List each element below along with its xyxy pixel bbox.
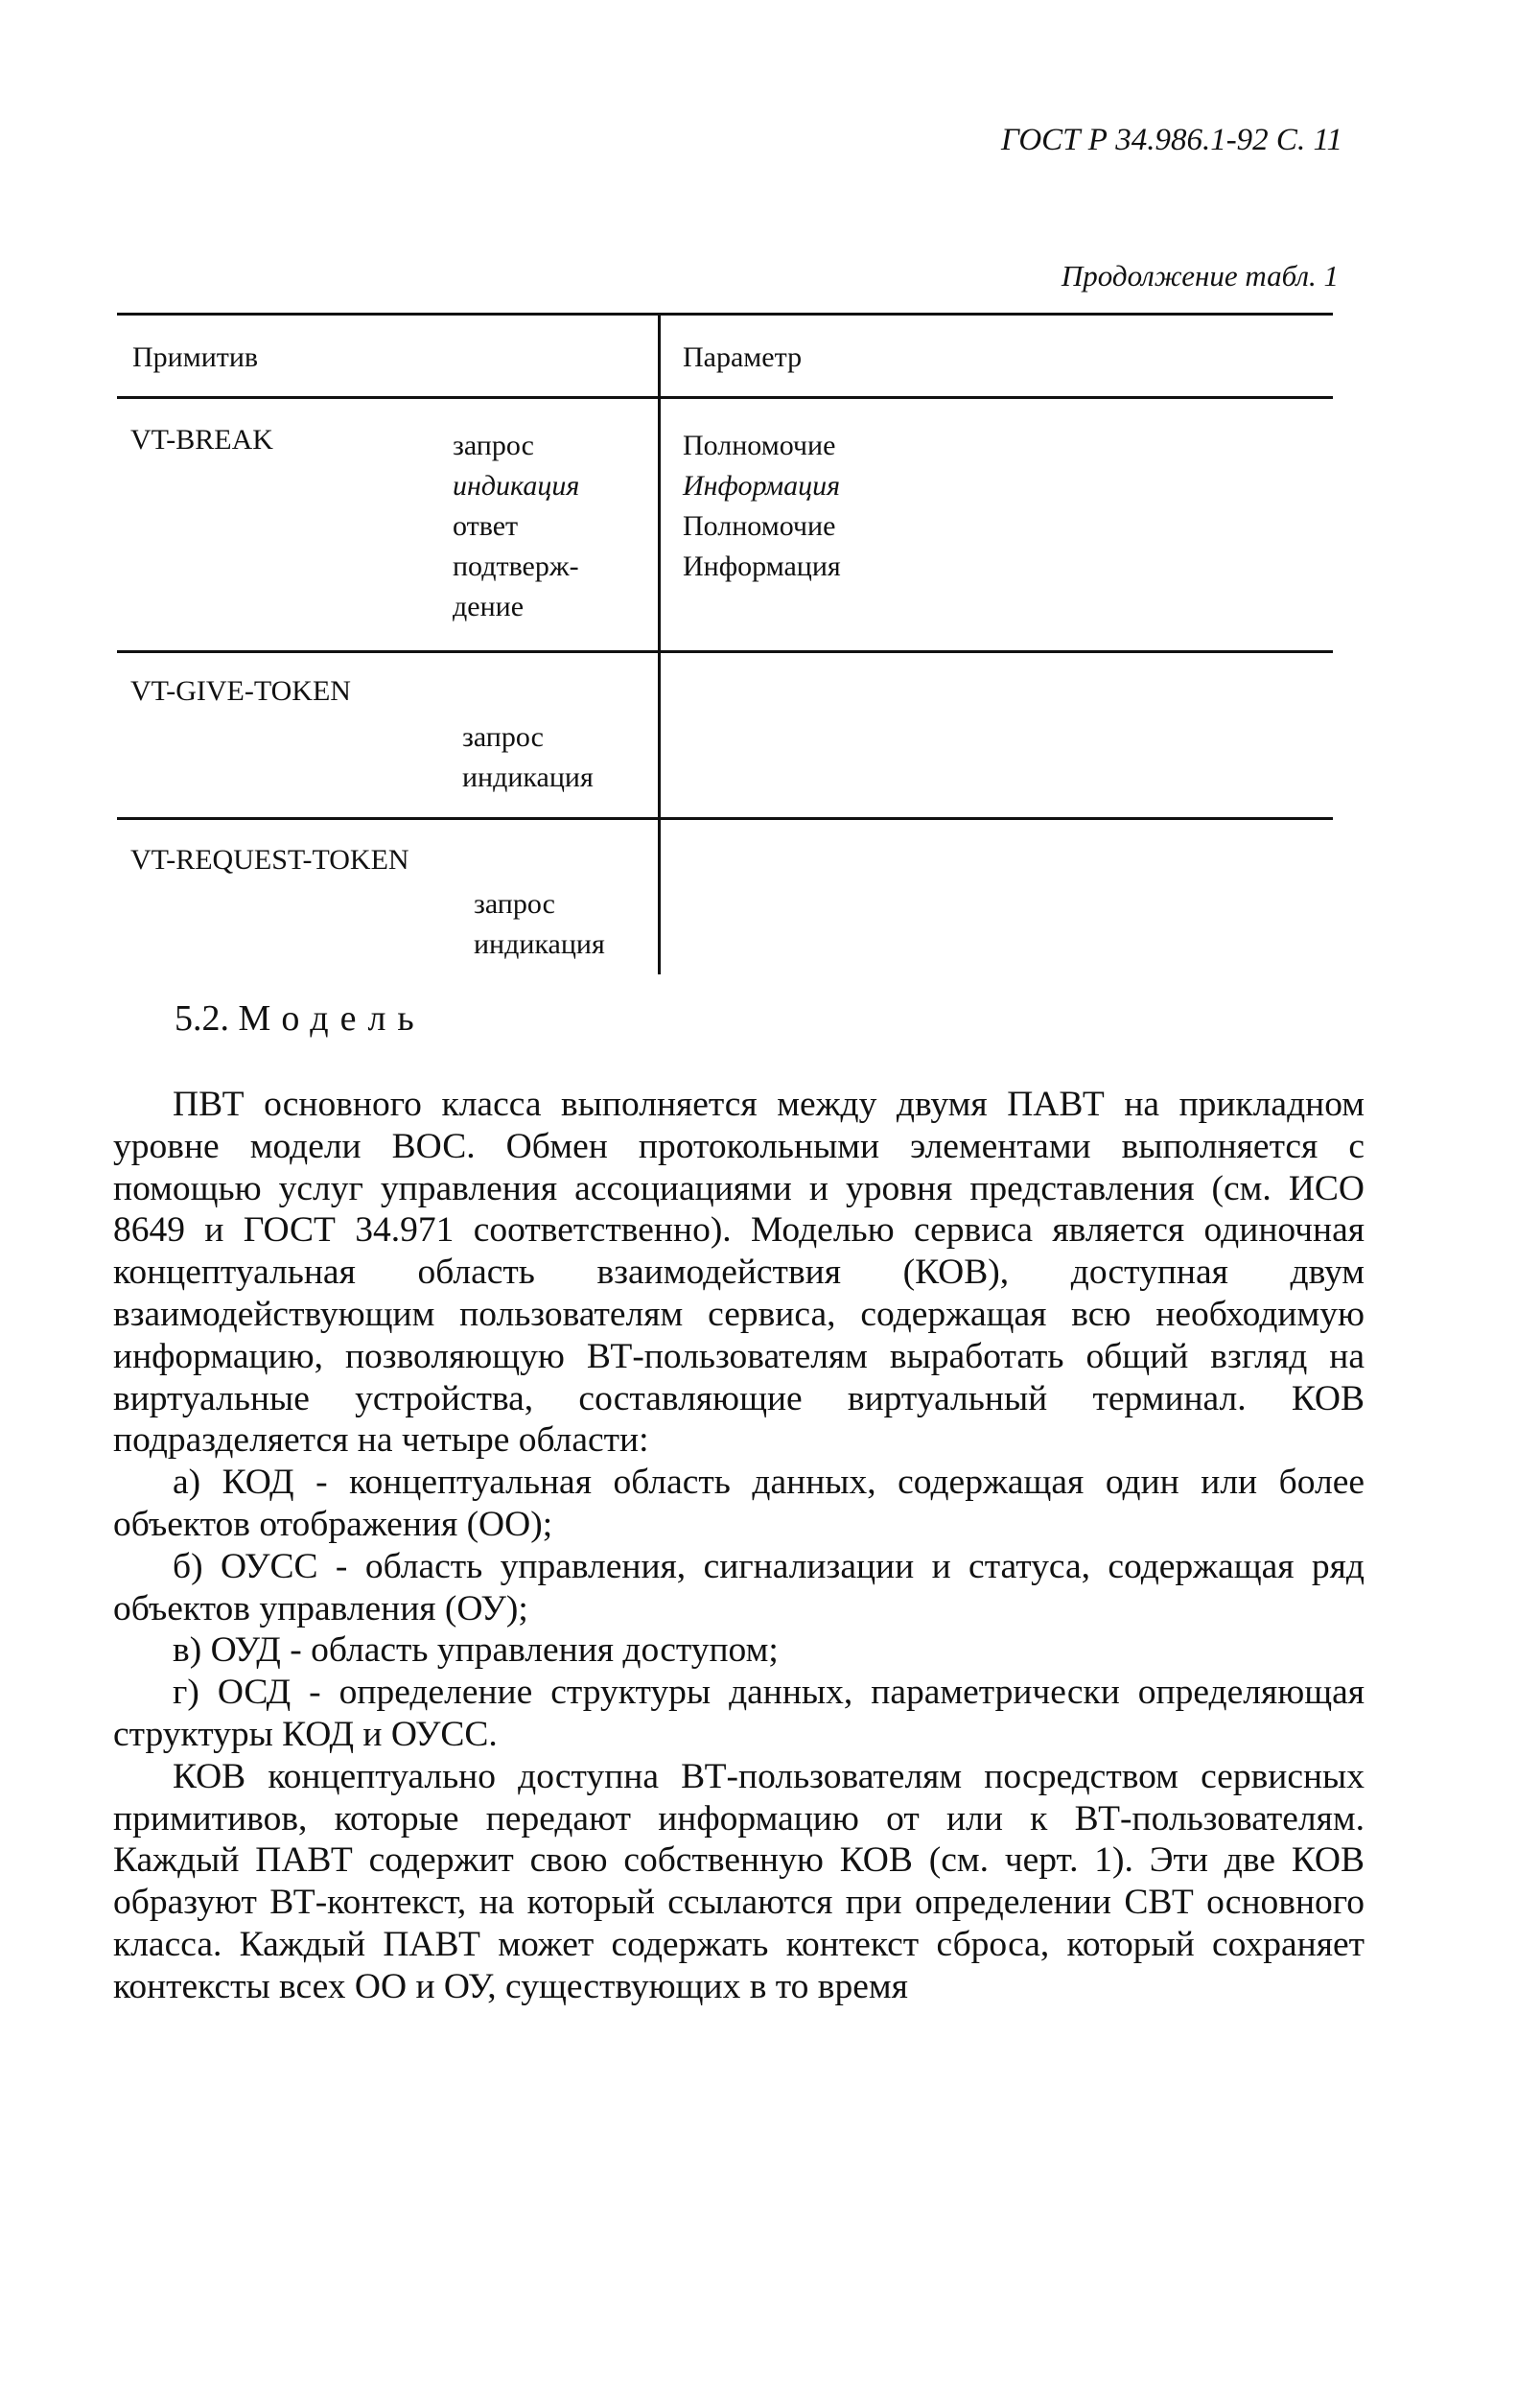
table-row-rule (117, 650, 1333, 653)
column-header-primitive: Примитив (132, 341, 259, 373)
primitive-type: индикация (474, 928, 605, 960)
paragraph: ПВТ основного класса выполняется между двумя ПАВТ на прикладном уровне модели ВОС. Обмен протокольными элементами выполняется с помощью услуг управления ассоциациями и уровня представления (см. ИСО 8649 и ГОСТ 34.971 соответственно). Моделью сервиса является одиночная концептуальная область взаимодействия (КОВ), доступная двум взаимодействующим пользователям сервиса, содержащая всю необходимую информацию, позволяющую ВТ-пользователям выработать общий взгляд на виртуальные устройства, составляющие виртуальный терминал. КОВ подразделяется на четыре области: (113, 1085, 1365, 1461)
primitive-type: дение (453, 591, 525, 622)
table-continuation-label: Продолжение табл. 1 (1061, 259, 1339, 293)
primitive-type: ответ (453, 510, 519, 542)
table-column-divider (658, 313, 661, 974)
running-header: ГОСТ Р 34.986.1-92 С. 11 (1001, 123, 1342, 157)
primitives-table (117, 313, 1333, 974)
parameter-list (683, 426, 841, 587)
paragraph: КОВ концептуально доступна ВТ-пользователям посредством сервисных примитивов, которые передают информацию от или к ВТ-пользователям. Каждый ПАВТ содержит свою собственную КОВ (см. черт. 1). Эти две КОВ образуют ВТ-контекст, на который ссылаются при определении СВТ основного класса. Каждый ПАВТ может содержать контекст сброса, который сохраняет контексты всех ОО и ОУ, существующих в то время (113, 1756, 1365, 2006)
list-item: в) ОУД - область управления доступом; (173, 1630, 779, 1671)
list-item: а) КОД - концептуальная область данных, содержащая один или более объектов отображения (ОО); (113, 1463, 1365, 1544)
parameter: Информация (683, 470, 841, 502)
parameter: Полномочие (683, 430, 836, 461)
section-title: Модель (238, 998, 426, 1039)
section-heading (175, 997, 426, 1040)
table-header-rule (117, 396, 1333, 399)
primitive-types (462, 717, 594, 798)
primitive-type: запрос (474, 888, 555, 920)
table-top-rule (117, 313, 1333, 316)
primitive-types (453, 426, 579, 627)
section-number: 5.2. (175, 998, 229, 1039)
parameter: Полномочие (683, 510, 836, 542)
primitive-name: VT-GIVE-TOKEN (130, 675, 351, 707)
list-item: б) ОУСС - область управления, сигнализации и статуса, содержащая ряд объектов управления (ОУ); (113, 1546, 1365, 1628)
parameter: Информация (683, 550, 841, 582)
primitive-type: запрос (462, 721, 544, 753)
primitive-type: запрос (453, 430, 534, 461)
primitive-type: индикация (453, 470, 580, 502)
primitive-type: индикация (462, 761, 594, 793)
primitive-type: подтверж- (453, 550, 579, 582)
primitive-name: VT-BREAK (130, 424, 273, 456)
primitive-types (474, 884, 605, 965)
column-header-parameter: Параметр (683, 341, 803, 373)
table-row-rule (117, 817, 1333, 820)
list-item: г) ОСД - определение структуры данных, параметрически определяющая структуры КОД и ОУСС. (113, 1673, 1365, 1754)
body-text (113, 1084, 1365, 2008)
primitive-name: VT-REQUEST-TOKEN (130, 844, 409, 876)
